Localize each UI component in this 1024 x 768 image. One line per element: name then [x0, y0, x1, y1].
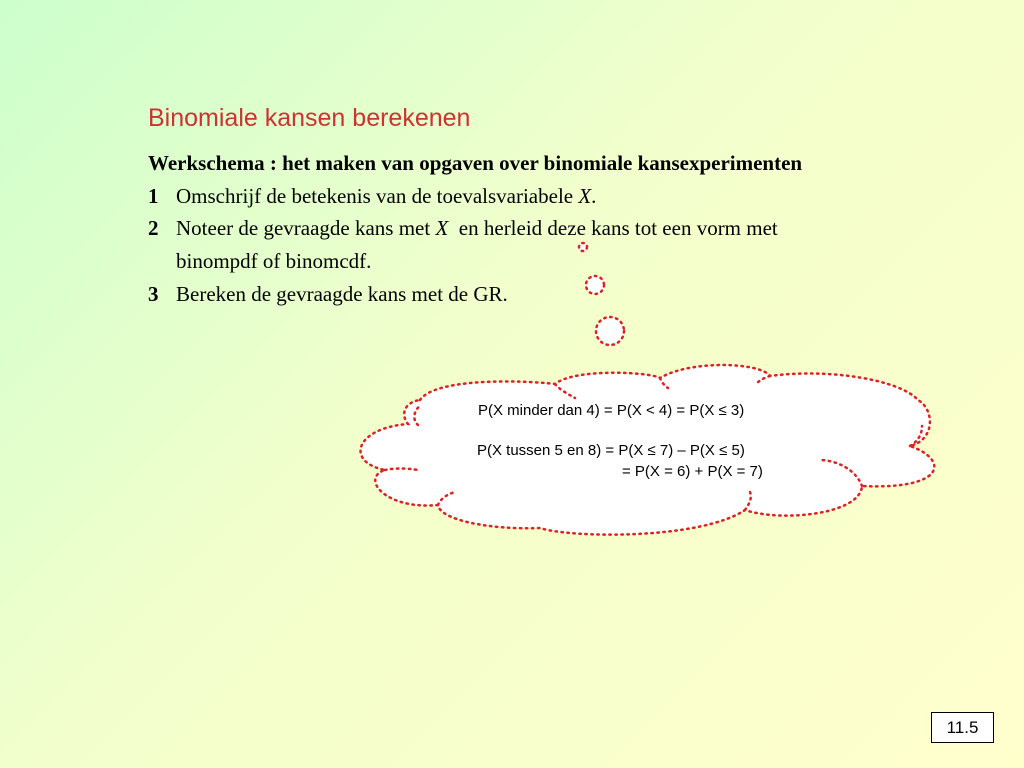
formula-line-3: = P(X = 6) + P(X = 7): [622, 463, 763, 480]
bubble-tail-medium: [586, 276, 604, 294]
step-text: Omschrijf de betekenis van de toevalsvariabele X.: [176, 184, 597, 208]
slide-number-box: 11.5: [931, 712, 994, 743]
bubble-tail-small: [579, 243, 587, 251]
slide-title: Binomiale kansen berekenen: [148, 104, 471, 132]
step-number: 1: [148, 184, 159, 208]
variable-x: X: [578, 184, 592, 208]
step-text: Bereken de gevraagde kans met de GR.: [176, 282, 508, 306]
step-text: Noteer de gevraagde kans met X en herleid deze kans tot een vorm met: [176, 216, 778, 240]
bubble-tail-large: [596, 317, 624, 345]
formula-line-1: P(X minder dan 4) = P(X < 4) = P(X ≤ 3): [478, 402, 745, 419]
worksheet-heading: Werkschema : het maken van opgaven over binomiale kansexperimenten: [148, 151, 803, 175]
step-number: 3: [148, 282, 159, 306]
formula-line-2: P(X tussen 5 en 8) = P(X ≤ 7) – P(X ≤ 5): [477, 442, 745, 459]
step-number: 2: [148, 216, 159, 240]
step-text-line2: binompdf of binomcdf.: [176, 249, 372, 273]
variable-x: X: [435, 216, 449, 240]
